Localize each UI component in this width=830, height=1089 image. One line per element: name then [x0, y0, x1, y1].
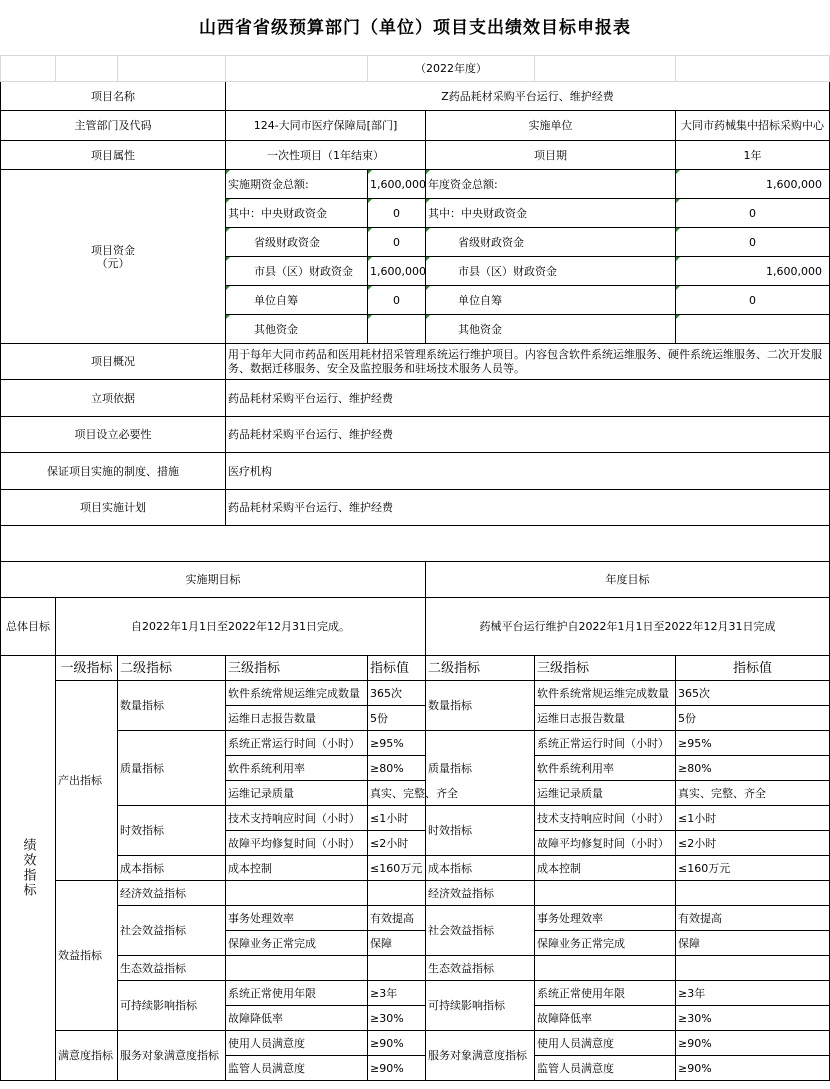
indicator-name: 运维日志报告数量	[535, 706, 676, 731]
indicator-name	[535, 956, 676, 981]
col-header-l1: 一级指标	[56, 656, 118, 681]
cost-indicator: 成本指标	[118, 856, 226, 881]
indicator-name: 故障降低率	[226, 1006, 368, 1031]
indicator-name	[226, 956, 368, 981]
indicator-value: 真实、完整、齐全	[368, 781, 426, 806]
col-header-val-annual: 指标值	[676, 656, 830, 681]
impl-goal-text: 自2022年1月1日至2022年12月31日完成。	[56, 598, 426, 656]
output-indicator: 产出指标	[56, 681, 118, 881]
cost-indicator-annual: 成本指标	[426, 856, 535, 881]
fund-value: 1,600,000	[676, 170, 830, 199]
benefit-indicator: 效益指标	[56, 881, 118, 1031]
indicator-value: ≥30%	[368, 1006, 426, 1031]
fund-label: 省级财政资金	[226, 228, 368, 257]
fund-label: 实施期资金总额:	[226, 170, 368, 199]
indicator-name: 保障业务正常完成	[226, 931, 368, 956]
indicator-value: ≤2小时	[368, 831, 426, 856]
indicator-value	[368, 956, 426, 981]
indicator-value: ≥3年	[676, 981, 830, 1006]
indicator-name: 监管人员满意度	[226, 1056, 368, 1081]
timeliness-indicator: 时效指标	[118, 806, 226, 856]
fund-label: 省级财政资金	[426, 228, 676, 257]
fund-value: 1,600,000	[368, 257, 426, 286]
fund-value: 0	[676, 199, 830, 228]
indicator-name: 系统正常运行时间（小时）	[226, 731, 368, 756]
fund-label: 单位自筹	[226, 286, 368, 315]
indicator-value: 5份	[368, 706, 426, 731]
funds-label-line2: （元）	[96, 256, 130, 270]
social-indicator: 社会效益指标	[118, 906, 226, 956]
fund-label: 其他资金	[426, 315, 676, 344]
fund-value: 0	[676, 286, 830, 315]
fund-label: 其他资金	[226, 315, 368, 344]
ecological-indicator: 生态效益指标	[118, 956, 226, 981]
period-label: 项目期	[426, 141, 676, 170]
indicator-name	[226, 881, 368, 906]
indicator-value	[676, 956, 830, 981]
col-header-l2: 二级指标	[118, 656, 226, 681]
fund-value: 0	[368, 199, 426, 228]
indicator-name: 系统正常使用年限	[226, 981, 368, 1006]
sustain-indicator-annual: 可持续影响指标	[426, 981, 535, 1031]
indicators-side-label	[1, 656, 56, 1081]
indicator-name: 故障平均修复时间（小时）	[226, 831, 368, 856]
fund-label: 年度资金总额:	[426, 170, 676, 199]
attr-value: 一次性项目（1年结束）	[226, 141, 426, 170]
timeliness-indicator-annual: 时效指标	[426, 806, 535, 856]
indicator-value: ≥90%	[368, 1056, 426, 1081]
indicator-name: 软件系统常规运维完成数量	[535, 681, 676, 706]
col-header-l3: 三级指标	[226, 656, 368, 681]
page-title: 山西省省级预算部门（单位）项目支出绩效目标申报表	[199, 18, 631, 38]
indicator-value	[368, 881, 426, 906]
indicator-value: ≤1小时	[676, 806, 830, 831]
indicator-value: ≤2小时	[676, 831, 830, 856]
indicator-name: 成本控制	[535, 856, 676, 881]
indicator-name: 技术支持响应时间（小时）	[226, 806, 368, 831]
economic-indicator-annual: 经济效益指标	[426, 881, 535, 906]
social-indicator-annual: 社会效益指标	[426, 906, 535, 956]
unit-value: 大同市药械集中招标采购中心	[676, 111, 830, 141]
measures-label: 保证项目实施的制度、措施	[1, 453, 226, 490]
indicator-value: 真实、完整、齐全	[676, 781, 830, 806]
project-name-label: 项目名称	[1, 82, 226, 111]
fund-label: 市县（区）财政资金	[426, 257, 676, 286]
indicator-value: 有效提高	[676, 906, 830, 931]
basis-label: 立项依据	[1, 380, 226, 417]
indicator-value: 有效提高	[368, 906, 426, 931]
annual-goal-header: 年度目标	[426, 562, 830, 598]
spacer-row	[1, 526, 830, 562]
col-header-l3-annual: 三级指标	[535, 656, 676, 681]
quality-indicator: 质量指标	[118, 731, 226, 806]
overview-text: 用于每年大同市药品和医用耗材招采管理系统运行维护项目。内容包含软件系统运维服务、硬件系统运维服务、二次开发服务、数据迁移服务、安全及监控服务和驻场技术服务人员等。	[226, 344, 830, 380]
fund-value: 0	[368, 286, 426, 315]
indicators-side-text: 绩效指标	[20, 838, 36, 898]
satisfaction-indicator: 满意度指标	[56, 1031, 118, 1081]
indicator-name: 事务处理效率	[226, 906, 368, 931]
funds-label	[1, 170, 226, 344]
indicator-value: ≥3年	[368, 981, 426, 1006]
indicator-value: ≥90%	[676, 1031, 830, 1056]
indicator-value: ≤1小时	[368, 806, 426, 831]
indicator-name: 事务处理效率	[535, 906, 676, 931]
indicator-name: 技术支持响应时间（小时）	[535, 806, 676, 831]
indicator-value: ≤160万元	[676, 856, 830, 881]
attr-label: 项目属性	[1, 141, 226, 170]
indicator-value: ≥80%	[368, 756, 426, 781]
indicator-value: ≥95%	[676, 731, 830, 756]
col-header-l2-annual: 二级指标	[426, 656, 535, 681]
indicator-value: ≤160万元	[368, 856, 426, 881]
impl-goal-header: 实施期目标	[1, 562, 426, 598]
measures-text: 医疗机构	[226, 453, 830, 490]
indicator-value: 保障	[676, 931, 830, 956]
fund-label: 其中：中央财政资金	[426, 199, 676, 228]
indicator-name	[535, 881, 676, 906]
indicator-name: 故障平均修复时间（小时）	[535, 831, 676, 856]
project-name-value: Z药品耗材采购平台运行、维护经费	[226, 82, 830, 111]
plan-text: 药品耗材采购平台运行、维护经费	[226, 490, 830, 526]
annual-goal-text: 药械平台运行维护自2022年1月1日至2022年12月31日完成	[426, 598, 830, 656]
indicator-value: 365次	[368, 681, 426, 706]
fund-value: 1,600,000	[368, 170, 426, 199]
indicator-name: 软件系统利用率	[535, 756, 676, 781]
report-year: （2022年度）	[368, 56, 535, 82]
indicator-value: ≥90%	[368, 1031, 426, 1056]
indicator-value: ≥95%	[368, 731, 426, 756]
indicator-name: 成本控制	[226, 856, 368, 881]
indicator-name: 软件系统常规运维完成数量	[226, 681, 368, 706]
indicator-name: 监管人员满意度	[535, 1056, 676, 1081]
indicator-value: 5份	[676, 706, 830, 731]
indicator-name: 使用人员满意度	[535, 1031, 676, 1056]
indicator-value: ≥80%	[676, 756, 830, 781]
necessity-text: 药品耗材采购平台运行、维护经费	[226, 417, 830, 453]
indicator-name: 运维日志报告数量	[226, 706, 368, 731]
service-indicator-annual: 服务对象满意度指标	[426, 1031, 535, 1081]
report-table	[0, 55, 830, 1081]
indicator-value: 保障	[368, 931, 426, 956]
unit-label: 实施单位	[426, 111, 676, 141]
fund-value: 0	[368, 228, 426, 257]
fund-label: 市县（区）财政资金	[226, 257, 368, 286]
indicator-name: 运维记录质量	[226, 781, 368, 806]
overall-goal-label: 总体目标	[1, 598, 56, 656]
indicator-value	[676, 881, 830, 906]
indicator-name: 软件系统利用率	[226, 756, 368, 781]
sustain-indicator: 可持续影响指标	[118, 981, 226, 1031]
period-value: 1年	[676, 141, 830, 170]
dept-label: 主管部门及代码	[1, 111, 226, 141]
indicator-value: ≥90%	[676, 1056, 830, 1081]
ecological-indicator-annual: 生态效益指标	[426, 956, 535, 981]
basis-text: 药品耗材采购平台运行、维护经费	[226, 380, 830, 417]
quantity-indicator-annual: 数量指标	[426, 681, 535, 731]
necessity-label: 项目设立必要性	[1, 417, 226, 453]
quantity-indicator: 数量指标	[118, 681, 226, 731]
overview-label: 项目概况	[1, 344, 226, 380]
indicator-value: ≥30%	[676, 1006, 830, 1031]
fund-value: 1,600,000	[676, 257, 830, 286]
fund-label: 其中：中央财政资金	[226, 199, 368, 228]
economic-indicator: 经济效益指标	[118, 881, 226, 906]
col-header-val: 指标值	[368, 656, 426, 681]
service-indicator: 服务对象满意度指标	[118, 1031, 226, 1081]
fund-label: 单位自筹	[426, 286, 676, 315]
indicator-name: 运维记录质量	[535, 781, 676, 806]
funds-label-line1: 项目资金	[91, 243, 135, 257]
fund-value	[368, 315, 426, 344]
indicator-name: 保障业务正常完成	[535, 931, 676, 956]
indicator-name: 使用人员满意度	[226, 1031, 368, 1056]
indicator-name: 故障降低率	[535, 1006, 676, 1031]
plan-label: 项目实施计划	[1, 490, 226, 526]
indicator-value: 365次	[676, 681, 830, 706]
indicator-name: 系统正常使用年限	[535, 981, 676, 1006]
quality-indicator-annual: 质量指标	[426, 731, 535, 806]
indicator-name: 系统正常运行时间（小时）	[535, 731, 676, 756]
fund-value	[676, 315, 830, 344]
dept-value: 124-大同市医疗保障局[部门]	[226, 111, 426, 141]
fund-value: 0	[676, 228, 830, 257]
